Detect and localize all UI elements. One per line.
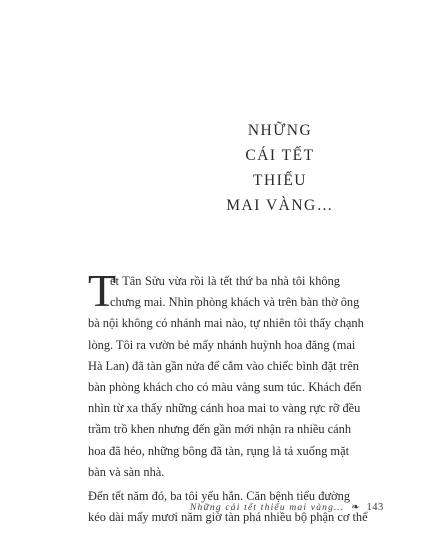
text-line: kéo dài mấy mươi năm giờ tàn phá nhiều bộ phận cơ thể <box>88 510 368 525</box>
paragraph <box>88 265 364 483</box>
drop-cap: T <box>88 265 117 316</box>
text-line: bàn và sàn nhà. <box>88 464 165 479</box>
text-line: bà nội không có nhánh mai nào, tự nhiên tôi thấy chạnh <box>88 316 364 331</box>
body-text <box>88 265 368 528</box>
text-line: nhìn từ xa thấy những cánh hoa mai to vàng rực rỡ đều <box>88 401 361 416</box>
running-title: Những cái tết thiếu mai vàng… <box>190 503 344 513</box>
page-number: 143 <box>366 502 384 513</box>
text-line: bàn phòng khách cho có màu vàng sum túc. Khách đến <box>88 380 362 395</box>
text-line: lòng. Tôi ra vườn bẻ mấy nhánh huỳnh hoa đăng (mai <box>88 337 356 352</box>
chapter-title-line: THIẾU <box>253 172 307 189</box>
page-footer <box>190 502 384 513</box>
text-line: Hà Lan) đã tàn gần nửa để cắm vào chiếc bình đặt trên <box>88 358 359 373</box>
chapter-title-line: NHỮNG <box>247 122 313 139</box>
text-line: chưng mai. Nhìn phòng khách và trên bàn thờ ông <box>110 295 360 310</box>
chapter-title-line: CÁI TẾT <box>245 147 315 164</box>
text-line: hoa đã héo, những bông đã tàn, rụng lả tả xuống mặt <box>88 443 350 458</box>
fleuron-icon: ❧ <box>351 502 361 513</box>
text-line: Đến tết năm đó, ba tôi yếu hẳn. Căn bệnh tiểu đường <box>88 489 351 504</box>
text-line: ết Tân Sửu vừa rồi là tết thứ ba nhà tôi không <box>110 274 340 288</box>
text-line: trầm trồ khen nhưng đến gần mới nhận ra nhiều cánh <box>88 422 352 437</box>
chapter-title-line: MAI VÀNG… <box>226 197 334 214</box>
chapter-title <box>195 118 365 218</box>
